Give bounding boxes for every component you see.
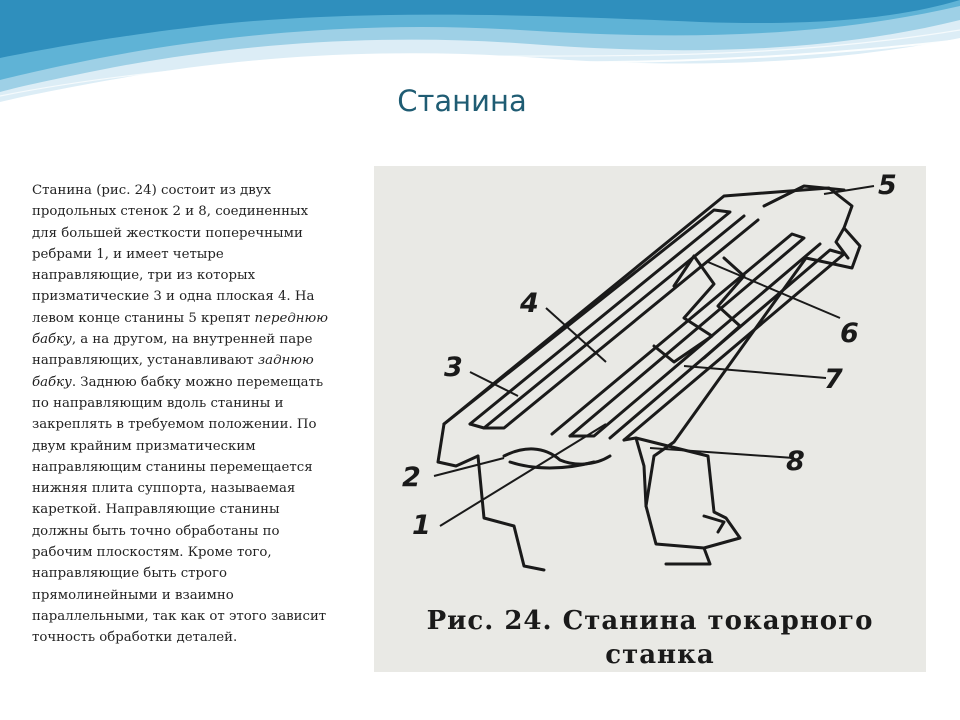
paragraph-line bbox=[32, 329, 364, 350]
paragraph-line bbox=[32, 393, 364, 414]
paragraph-text: направляющим станины перемещается bbox=[32, 459, 313, 475]
paragraph-line bbox=[32, 201, 364, 222]
paragraph-text: прямолинейными и взаимно bbox=[32, 587, 234, 603]
paragraph-text: направляющие быть строго bbox=[32, 566, 228, 582]
paragraph-text: параллельными, так как от этого зависит bbox=[32, 608, 327, 624]
callout-1: 1 bbox=[412, 510, 431, 541]
paragraph-line bbox=[32, 180, 364, 201]
paragraph-text: . Заднюю бабку можно перемещать bbox=[71, 374, 324, 390]
paragraph-line bbox=[32, 244, 364, 265]
paragraph-text: нижняя плита суппорта, называемая bbox=[32, 481, 296, 497]
paragraph-line bbox=[32, 350, 364, 371]
paragraph-line bbox=[32, 542, 364, 563]
paragraph-text: рабочим плоскостям. Кроме того, bbox=[32, 545, 272, 561]
body-paragraph bbox=[32, 180, 364, 649]
paragraph-line bbox=[32, 414, 364, 435]
paragraph-line bbox=[32, 499, 364, 520]
paragraph-line bbox=[32, 585, 364, 606]
paragraph-text: призматические 3 и одна плоская 4. На bbox=[32, 289, 315, 305]
paragraph-line bbox=[32, 265, 364, 286]
paragraph-text: продольных стенок 2 и 8, соединенных bbox=[32, 204, 309, 220]
callout-8: 8 bbox=[786, 446, 805, 477]
paragraph-line bbox=[32, 478, 364, 499]
paragraph-line bbox=[32, 286, 364, 307]
paragraph-text: по направляющим вдоль станины и bbox=[32, 395, 284, 411]
paragraph-text: точность обработки деталей. bbox=[32, 630, 238, 646]
paragraph-line bbox=[32, 563, 364, 584]
emphasized-term: бабку bbox=[32, 332, 72, 348]
emphasized-term: бабку bbox=[32, 374, 72, 390]
paragraph-text: двум крайним призматическим bbox=[32, 438, 256, 454]
emphasized-term: переднюю bbox=[254, 310, 328, 326]
paragraph-line bbox=[32, 308, 364, 329]
paragraph-text: , а на другом, на внутренней паре bbox=[71, 332, 313, 348]
paragraph-line bbox=[32, 521, 364, 542]
lathe-bed-figure bbox=[374, 166, 926, 672]
callout-7: 7 bbox=[824, 364, 843, 395]
lathe-bed-drawing bbox=[374, 166, 926, 606]
paragraph-line bbox=[32, 372, 364, 393]
callout-5: 5 bbox=[878, 170, 897, 201]
paragraph-text: Станина (рис. 24) состоит из двух bbox=[32, 183, 272, 198]
paragraph-line bbox=[32, 436, 364, 457]
emphasized-term: заднюю bbox=[257, 353, 314, 369]
paragraph-text: кареткой. Направляющие станины bbox=[32, 502, 280, 518]
callout-3: 3 bbox=[444, 352, 463, 383]
paragraph-text: левом конце станины 5 крепят bbox=[32, 310, 255, 326]
paragraph-text: для большей жесткости поперечными bbox=[32, 225, 303, 241]
callout-6: 6 bbox=[840, 318, 859, 349]
paragraph-line bbox=[32, 606, 364, 627]
paragraph-text: направляющие, три из которых bbox=[32, 268, 256, 284]
callout-2: 2 bbox=[402, 462, 421, 493]
paragraph-line bbox=[32, 223, 364, 244]
slide-title: Станина bbox=[397, 84, 527, 118]
paragraph-line bbox=[32, 457, 364, 478]
paragraph-text: ребрами 1, и имеет четыре bbox=[32, 246, 224, 262]
figure-caption-line-2: станка bbox=[605, 640, 715, 670]
callout-4: 4 bbox=[520, 288, 539, 319]
paragraph-text: закреплять в требуемом положении. По bbox=[32, 417, 317, 433]
paragraph-text: должны быть точно обработаны по bbox=[32, 523, 280, 539]
paragraph-text: направляющих, устанавливают bbox=[32, 353, 258, 369]
paragraph-line bbox=[32, 627, 364, 648]
figure-caption-line-1: Рис. 24. Станина токарного bbox=[426, 606, 874, 636]
